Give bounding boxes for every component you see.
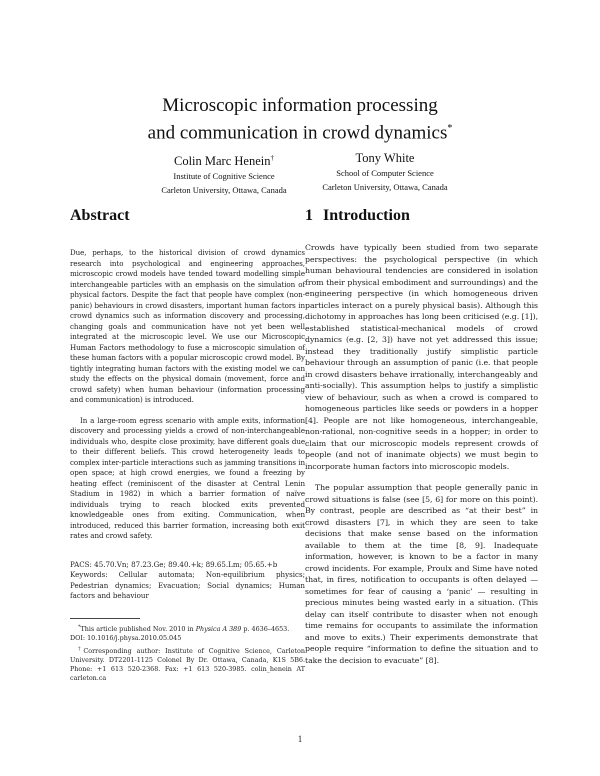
- footnote-mark: *: [78, 623, 81, 630]
- pacs-codes: PACS: 45.70.Vn; 87.23.Ge; 89.40.+k; 89.65.Lm; 05.65.+b: [70, 559, 278, 569]
- abstract-paragraph-2: In a large-room egress scenario with ample exits, information discovery and processing yields a crowd of non-interchangeable individuals who, despite close proximity, have different goals due to their different beliefs. This crowd heterogeneity leads to complex inter-particle interactions such as jamming transitions in open space; at high crowd energies, we found a freezing by heating effect (reminiscent of the disaster at Central Lenin Stadium in 1982) in which a barrier formation of naïve individuals trying to reach blocked exits prevented knowledgeable ones from exiting. Communication, when introduced, reduced this barrier formation, increasing both exit rates and crowd safety.: [70, 415, 305, 540]
- footnote-mark: †: [78, 645, 84, 652]
- journal-name: Physica A 389: [195, 624, 242, 633]
- introduction-heading: [305, 207, 538, 225]
- abstract-heading: Abstract: [70, 207, 130, 224]
- author-institution: Carleton University, Ottawa, Canada: [161, 185, 287, 196]
- page-number: 1: [297, 734, 303, 744]
- paper-title: [0, 94, 600, 144]
- keywords: Keywords: Cellular automata; Non-equilibrium physics; Pedestrian dynamics; Evacuation; Social dynamics; Human factors and behaviour: [70, 570, 305, 600]
- title-footnote-mark: *: [447, 123, 453, 134]
- author-institution: Carleton University, Ottawa, Canada: [322, 182, 448, 192]
- author-block-white: [275, 150, 495, 194]
- author-name: Colin Marc Henein: [173, 154, 271, 169]
- section-number: 1: [305, 207, 313, 224]
- abstract-paragraph-1: Due, perhaps, to the historical division of crowd dynamics research into psychological and engineering approaches, microscopic crowd models have tended toward modelling simple interchangeable particles with an emphasis on the simulation of physical factors. Despite the fact that people have complex (non-panic) behaviours in crowd disasters, important human factors in crowd dynamics such as information discovery and processing, changing goals and communication have not yet been well integrated at the microscopic level. We use our Microscopic Human Factors methodology to fuse a microscopic simulation of these human factors with a popular microscopic crowd model. By tightly integrating human factors with the existing model we can study the effects on the physical domain (movement, force and crowd safety) when human behaviour (information processing and communication) is introduced.: [70, 248, 305, 404]
- author-name: Tony White: [355, 151, 415, 165]
- author-department: School of Computer Science: [336, 168, 434, 178]
- introduction-paragraph-1: Crowds have typically been studied from two separate perspectives: the psychological perspective (in which human behavioural tendencies are considered in isolation from their physical embodiment and surroundings) and the engineering perspective (in which homogeneous driven particles interact on a purely physical basis). Although this dichotomy in approaches has long been criticised (e.g. [1]), established statistical-mechanical models of crowd dynamics (e.g. [2, 3]) have not yet addressed this issue; instead they traditionally justify simplistic particle behaviour through an assumption of panic (i.e. that people in crowd disasters behave irrationally, interchangeably and anti-socially). This assumption helps to justify a simplistic view of behaviour, such as when a crowd is compared to homogeneous particles like seeds or powders in a hopper [4]. People are not like homogeneous, interchangeable, non-rational, non-cognitive seeds in a hopper; in order to claim that our microscopic models represent crowds of people (and not of inanimate objects) we must begin to incorporate human factors into microscopic models.: [305, 243, 538, 471]
- right-column: [305, 207, 538, 666]
- introduction-paragraph-2: The popular assumption that people generally panic in crowd situations is false (see [5, 6] for more on this point). By contrast, people are described as “at their best” in crowd disasters [7], in which they are seen to take decisions that make sense based on the information available to them at the time [8, 9]. Inadequate information, however, is known to be a factor in many crowd incidents. For example, Proulx and Sime have noted that, in fires, notification to occupants is often delayed — sometimes for fear of causing a ‘panic’ — resulting in precious minutes being wasted early in a situation. (This delay can itself contribute to disaster when not enough time remains for occupants to assimilate the information and move to exits.) Their experiments demonstrate that people require “information to define the situation and to take the decision to evacuate” [8].: [305, 483, 538, 665]
- footnote-doi: DOI: 10.1016/j.physa.2010.05.045: [70, 633, 182, 642]
- title-line-2: and communication in crowd dynamics: [147, 122, 448, 144]
- author-department: Institute of Cognitive Science: [173, 171, 275, 182]
- footnote-corresponding-author: †Corresponding author: Institute of Cognitive Science, Carleton University. DT2201-1125 Colonel By Dr. Ottawa, Canada, K1S 5B6. Phone: +1 613 520-2368. Fax: +1 613 520-3985. colin_henein AT carleton.ca: [70, 645, 305, 682]
- section-title: Introduction: [323, 207, 410, 224]
- footnote-rule: [70, 618, 140, 619]
- author-footnote-mark: †: [270, 154, 274, 162]
- left-column: [70, 207, 305, 683]
- footnote-publication: *This article published Nov. 2010 in Physica A 389 p. 4636–4653.: [78, 623, 290, 633]
- title-line-1: Microscopic information processing: [162, 95, 438, 116]
